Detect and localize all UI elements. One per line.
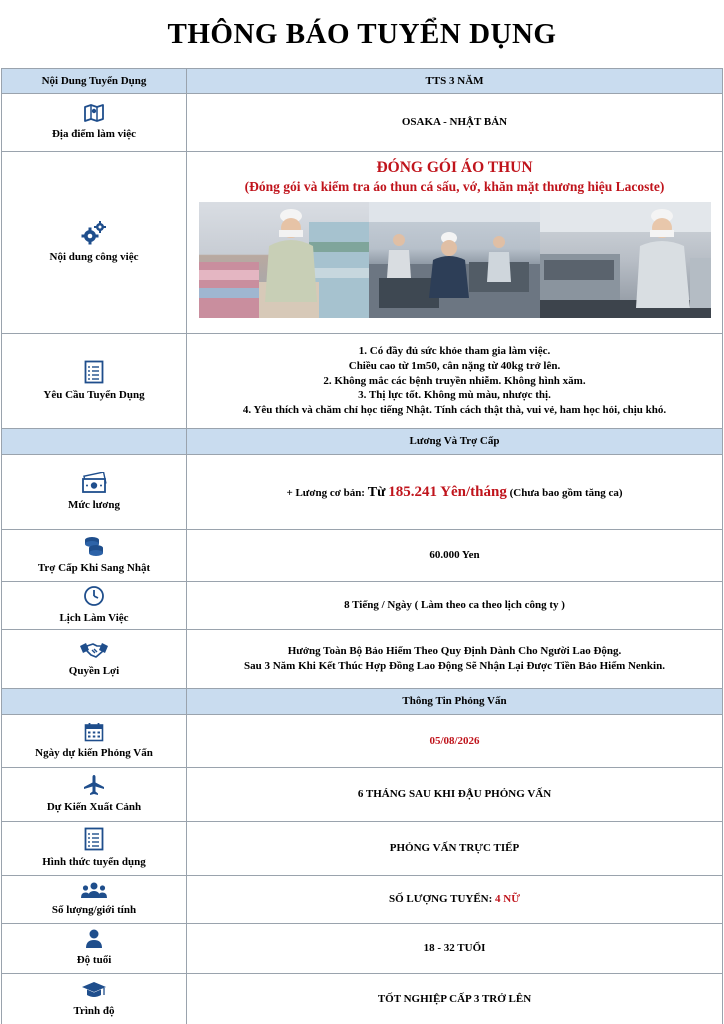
allowance-value: 60.000 Yen: [187, 530, 723, 582]
recruit-form-label-cell: [2, 822, 187, 876]
age-label: Độ tuổi: [76, 954, 112, 967]
quantity-prefix: SỐ LƯỢNG TUYỂN:: [389, 893, 493, 906]
salary-label-cell: [2, 455, 187, 530]
quantity-value-cell: [187, 876, 723, 924]
schedule-label: Lịch Làm Việc: [59, 612, 129, 625]
quantity-value: 4 NỮ: [495, 893, 520, 906]
age-label-cell: [2, 924, 187, 974]
checklist-icon: [84, 360, 104, 384]
map-icon: [83, 103, 105, 123]
clock-icon: [83, 585, 105, 607]
interview-date-label-cell: [2, 715, 187, 768]
job-title: ĐÓNG GÓI ÁO THUN: [376, 159, 533, 176]
quantity-label: Số lượng/giới tính: [51, 904, 137, 917]
age-value: 18 - 32 TUỔI: [187, 924, 723, 974]
location-value: OSAKA - NHẬT BẢN: [187, 94, 723, 152]
benefits-line-2: Sau 3 Năm Khi Kết Thúc Hợp Đồng Lao Động Sẽ Nhận Lại Được Tiền Bảo Hiểm Nenkin.: [244, 660, 665, 672]
factory-photo-3: [540, 202, 711, 318]
benefits-label-cell: [2, 630, 187, 689]
schedule-value: 8 Tiếng / Ngày ( Làm theo ca theo lịch công ty ): [187, 582, 723, 630]
allowance-label-cell: [2, 530, 187, 582]
section-interview-title: Thông Tin Phỏng Vấn: [187, 689, 723, 715]
job-content-cell: [187, 152, 723, 334]
requirement-line-1: 1. Có đầy đủ sức khỏe tham gia làm việc.: [358, 344, 551, 357]
requirement-line-4: 3. Thị lực tốt. Không mù màu, nhược thị.: [358, 389, 551, 402]
schedule-label-cell: [2, 582, 187, 630]
salary-label: Mức lương: [68, 498, 120, 511]
checklist-icon: [84, 827, 104, 851]
interview-date-value: 05/08/2026: [187, 715, 723, 768]
calendar-icon: [84, 722, 104, 742]
requirement-line-3: 2. Không mắc các bệnh truyền nhiễm. Không hình xăm.: [323, 374, 586, 387]
job-label: Nội dung công việc: [49, 251, 139, 264]
requirements-label: Yêu Cầu Tuyển Dụng: [43, 388, 145, 401]
departure-value: 6 THÁNG SAU KHI ĐẬU PHỎNG VẤN: [187, 768, 723, 822]
departure-label: Dự Kiến Xuất Cảnh: [46, 801, 142, 814]
salary-note: (Chưa bao gồm tăng ca): [509, 486, 623, 499]
education-label-cell: [2, 974, 187, 1024]
job-subtitle: (Đóng gói và kiểm tra áo thun cá sấu, vớ, khăn mặt thương hiệu Lacoste): [244, 179, 665, 195]
location-label-cell: [2, 94, 187, 152]
users-icon: [80, 881, 108, 899]
person-icon: [85, 929, 103, 949]
salary-prefix: + Lương cơ bản:: [286, 486, 365, 499]
factory-photos: [199, 202, 711, 318]
job-label-cell: [2, 152, 187, 334]
benefits-value-cell: [187, 630, 723, 689]
coins-icon: [82, 535, 106, 557]
section-salary-left: [2, 429, 187, 455]
handshake-icon: [79, 640, 109, 660]
gears-icon: [81, 220, 107, 246]
requirements-label-cell: [2, 334, 187, 429]
section-salary-title: Lương Và Trợ Cấp: [187, 429, 723, 455]
money-icon: [81, 472, 107, 494]
location-label: Địa điểm làm việc: [51, 128, 136, 141]
recruitment-table: [1, 68, 723, 1024]
allowance-label: Trợ Cấp Khi Sang Nhật: [37, 562, 151, 575]
page-title: THÔNG BÁO TUYỂN DỤNG: [167, 17, 557, 50]
salary-amount: 185.241 Yên/tháng: [388, 483, 507, 500]
benefits-line-1: Hưởng Toàn Bộ Bảo Hiểm Theo Quy Định Dành Cho Người Lao Động.: [287, 645, 622, 658]
factory-photo-2: [369, 202, 540, 318]
section-interview-left: [2, 689, 187, 715]
requirement-line-2: Chiều cao từ 1m50, cân nặng từ 40kg trở lên.: [348, 359, 561, 372]
education-label: Trình độ: [73, 1004, 115, 1017]
salary-value-cell: [187, 455, 723, 530]
factory-photo-1: [199, 202, 370, 318]
benefits-label: Quyền Lợi: [68, 664, 120, 677]
requirements-list: [187, 334, 723, 429]
departure-label-cell: [2, 768, 187, 822]
requirement-line-5: 4. Yêu thích và chăm chỉ học tiếng Nhật. Tính cách thật thà, vui vẻ, ham học hỏi, chịu khó.: [242, 404, 667, 417]
graduation-cap-icon: [81, 980, 107, 1000]
recruit-form-value: PHỎNG VẤN TRỰC TIẾP: [187, 822, 723, 876]
recruit-form-label: Hình thức tuyển dụng: [42, 856, 146, 869]
header-right: TTS 3 NĂM: [187, 69, 723, 94]
quantity-label-cell: [2, 876, 187, 924]
airplane-icon: [83, 774, 105, 796]
salary-from: Từ: [367, 484, 386, 500]
education-value: TỐT NGHIỆP CẤP 3 TRỞ LÊN: [187, 974, 723, 1024]
header-left: Nội Dung Tuyển Dụng: [2, 69, 187, 94]
interview-date-label: Ngày dự kiến Phỏng Vấn: [35, 746, 153, 759]
